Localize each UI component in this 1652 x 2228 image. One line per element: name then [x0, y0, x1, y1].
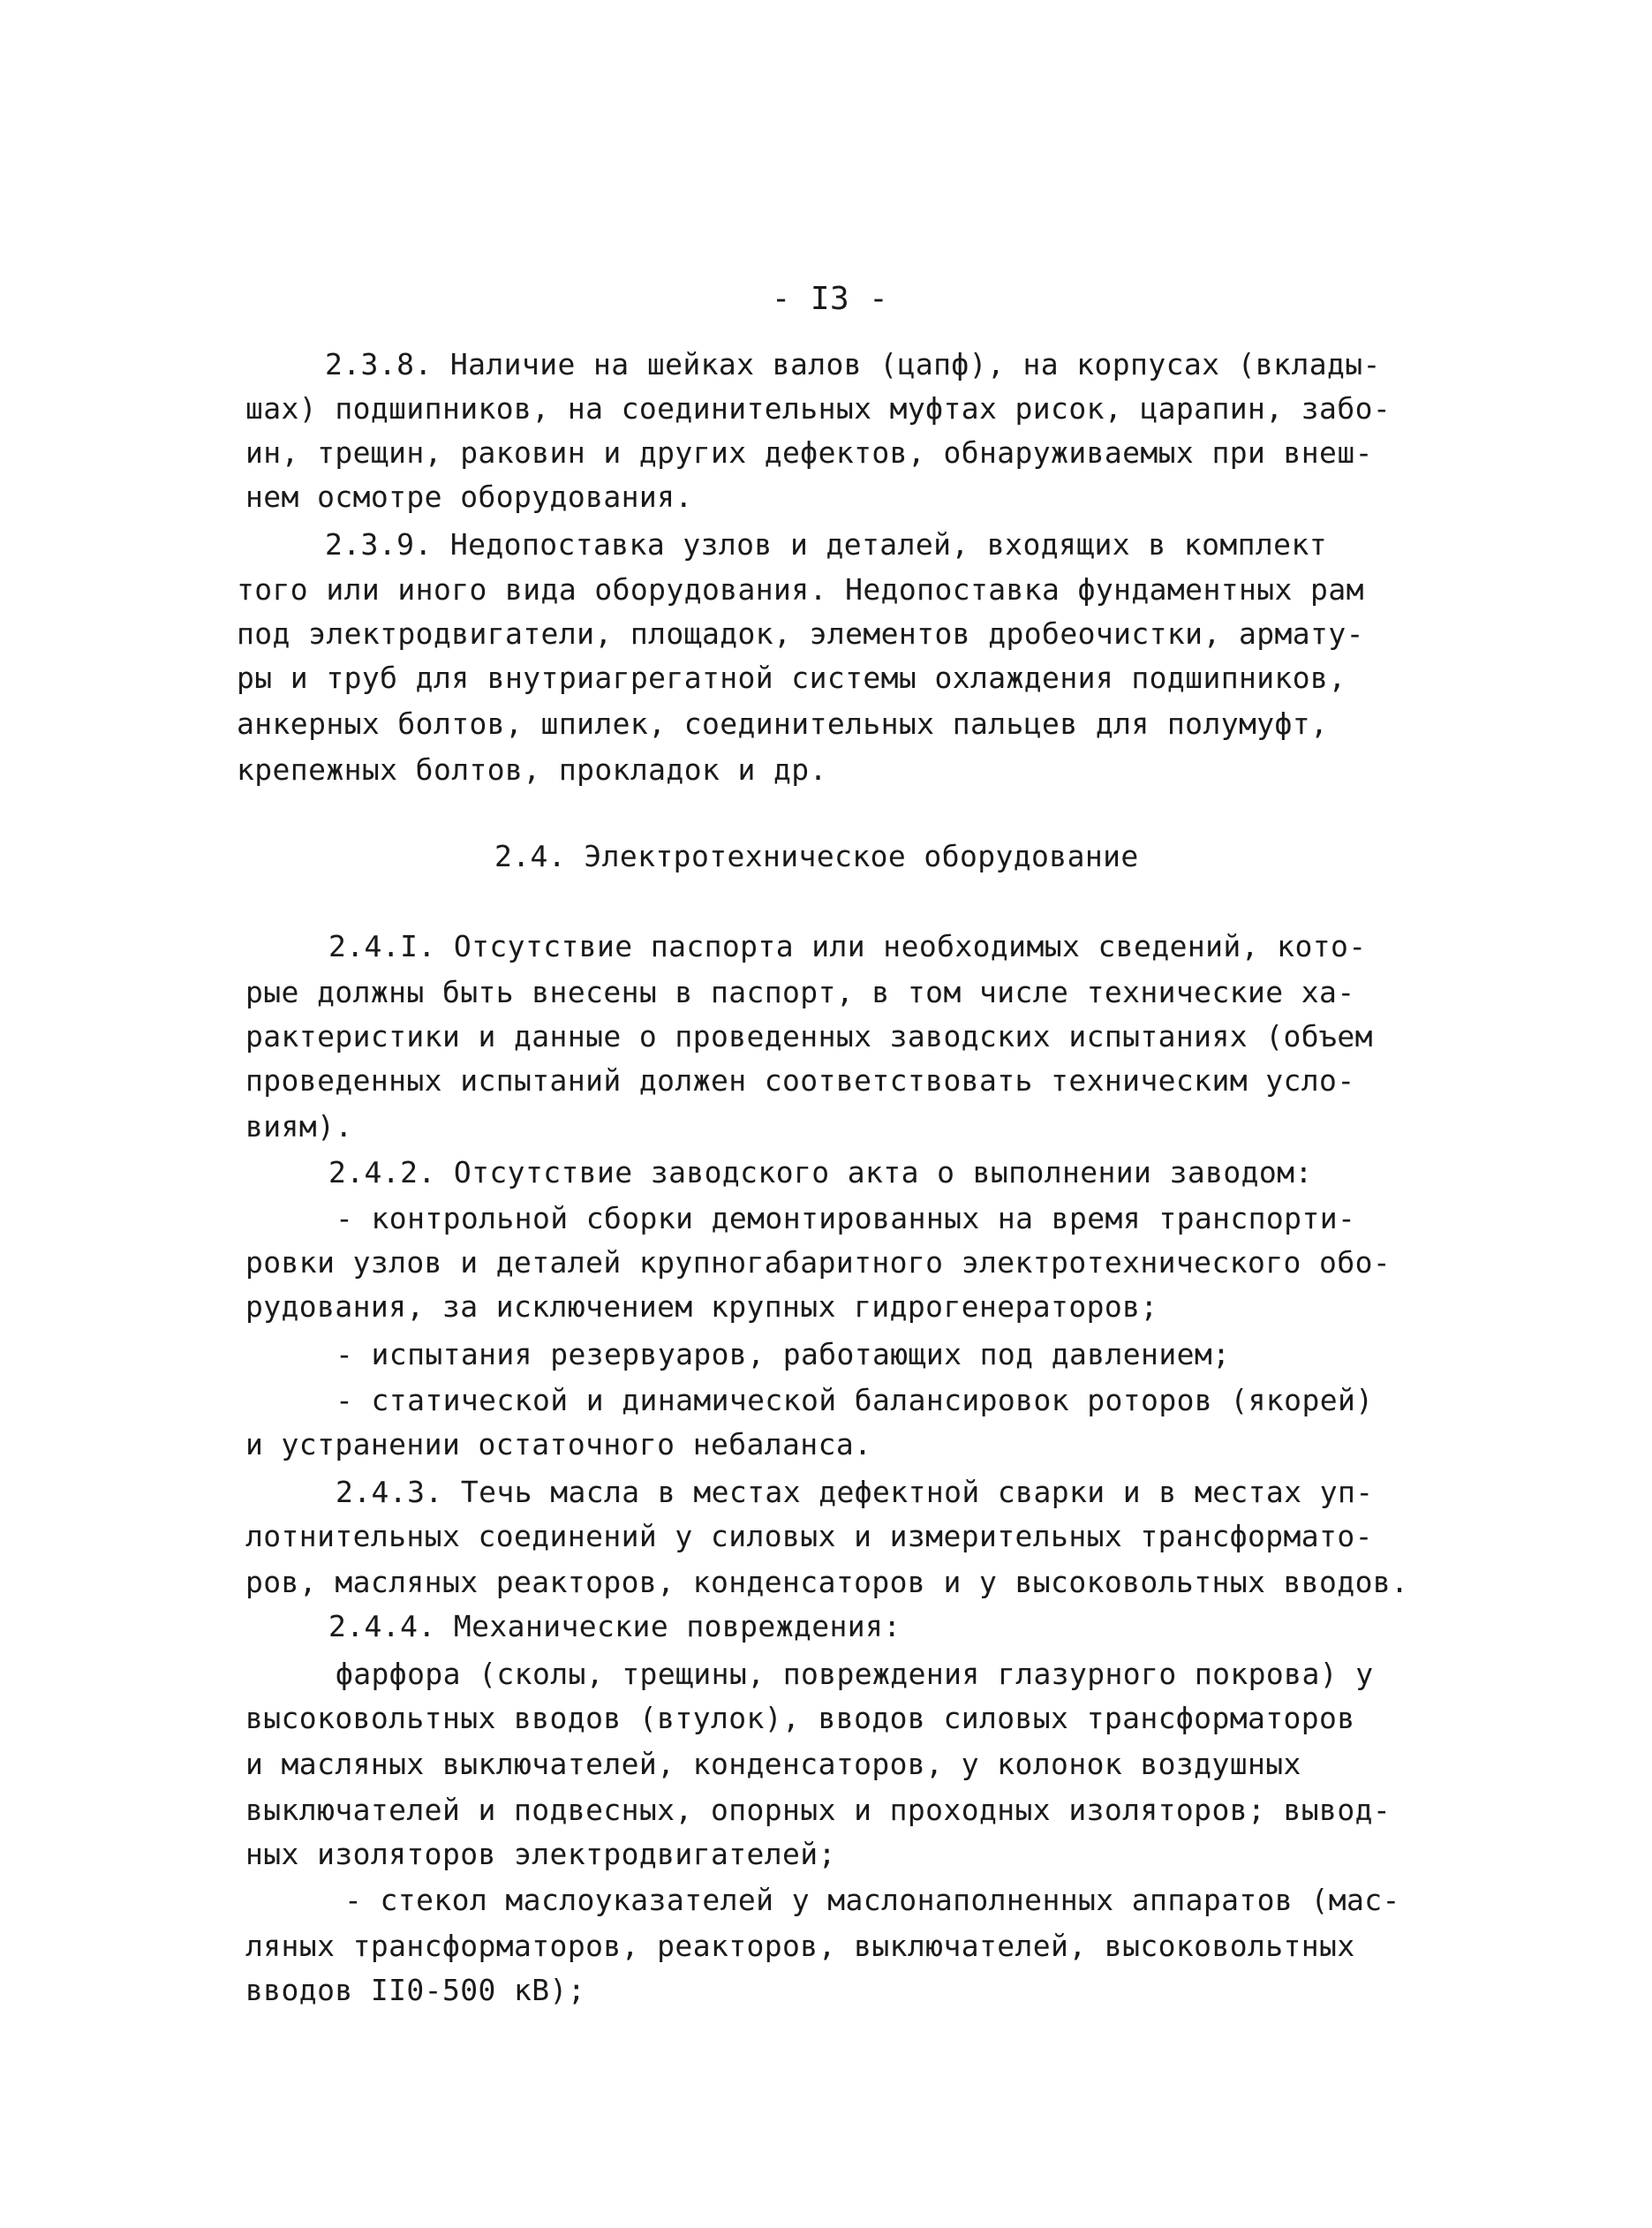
text-line: того или иного вида оборудования. Недопоставка фундаментных рам	[237, 572, 1364, 607]
text-line: и масляных выключателей, конденсаторов, у колонок воздушных	[245, 1747, 1301, 1781]
text-line: под электродвигатели, площадок, элементов дробеочистки, армату-	[237, 616, 1364, 651]
page-number: - I3 -	[771, 281, 889, 317]
text-line: - стекол маслоуказателей у маслонаполненных аппаратов (мас-	[344, 1883, 1400, 1917]
text-line: рактеристики и данные о проведенных заводских испытаниях (объем	[245, 1019, 1373, 1054]
text-line: 2.4.I. Отсутствие паспорта или необходимых сведений, кото-	[328, 929, 1367, 963]
text-line: - испытания резервуаров, работающих под давлением;	[336, 1337, 1231, 1371]
text-line: выключателей и подвесных, опорных и проходных изоляторов; вывод-	[245, 1793, 1392, 1827]
text-line: - контрольной сборки демонтированных на время транспорти-	[336, 1201, 1356, 1235]
text-line: фарфора (сколы, трещины, повреждения глазурного покрова) у	[336, 1657, 1374, 1691]
text-line: - статической и динамической балансировок роторов (якорей)	[336, 1383, 1374, 1417]
text-line: ляных трансформаторов, реакторов, выключателей, высоковольтных	[245, 1929, 1355, 1963]
text-line: рые должны быть внесены в паспорт, в том числе технические ха-	[245, 975, 1355, 1009]
text-line: виям).	[245, 1109, 353, 1144]
text-line: проведенных испытаний должен соответствовать техническим усло-	[245, 1063, 1355, 1098]
text-line: шах) подшипников, на соединительных муфтах рисок, царапин, забо-	[245, 391, 1392, 426]
text-line: 2.4.4. Механические повреждения:	[328, 1609, 901, 1643]
text-line: ров, масляных реакторов, конденсаторов и у высоковольтных вводов.	[245, 1565, 1409, 1599]
text-line: ровки узлов и деталей крупногабаритного электротехнического обо-	[245, 1245, 1392, 1280]
text-line: анкерных болтов, шпилек, соединительных пальцев для полумуфт,	[237, 706, 1329, 741]
text-line: 2.3.8. Наличие на шейках валов (цапф), на корпусах (вклады-	[325, 347, 1381, 381]
text-line: 2.3.9. Недопоставка узлов и деталей, входящих в комплект	[325, 527, 1327, 562]
text-line: 2.4.3. Течь масла в местах дефектной сварки и в местах уп-	[336, 1475, 1374, 1509]
text-line: вводов II0-500 кВ);	[245, 1973, 586, 2007]
text-line: рудования, за исключением крупных гидрогенераторов;	[245, 1289, 1158, 1324]
section-heading: 2.4. Электротехническое оборудование	[494, 839, 1139, 873]
text-line: крепежных болтов, прокладок и др.	[237, 752, 827, 787]
text-line: лотнительных соединений у силовых и измерительных трансформато-	[245, 1519, 1373, 1553]
text-line: ры и труб для внутриагрегатной системы охлаждения подшипников,	[237, 661, 1346, 695]
text-line: 2.4.2. Отсутствие заводского акта о выполнении заводом:	[328, 1155, 1313, 1190]
text-line: ных изоляторов электродвигателей;	[245, 1837, 836, 1871]
text-line: ин, трещин, раковин и других дефектов, обнаруживаемых при внеш-	[245, 435, 1373, 470]
text-line: нем осмотре оборудования.	[245, 480, 693, 514]
text-line: и устранении остаточного небаланса.	[245, 1427, 872, 1461]
text-line: высоковольтных вводов (втулок), вводов силовых трансформаторов	[245, 1701, 1355, 1735]
